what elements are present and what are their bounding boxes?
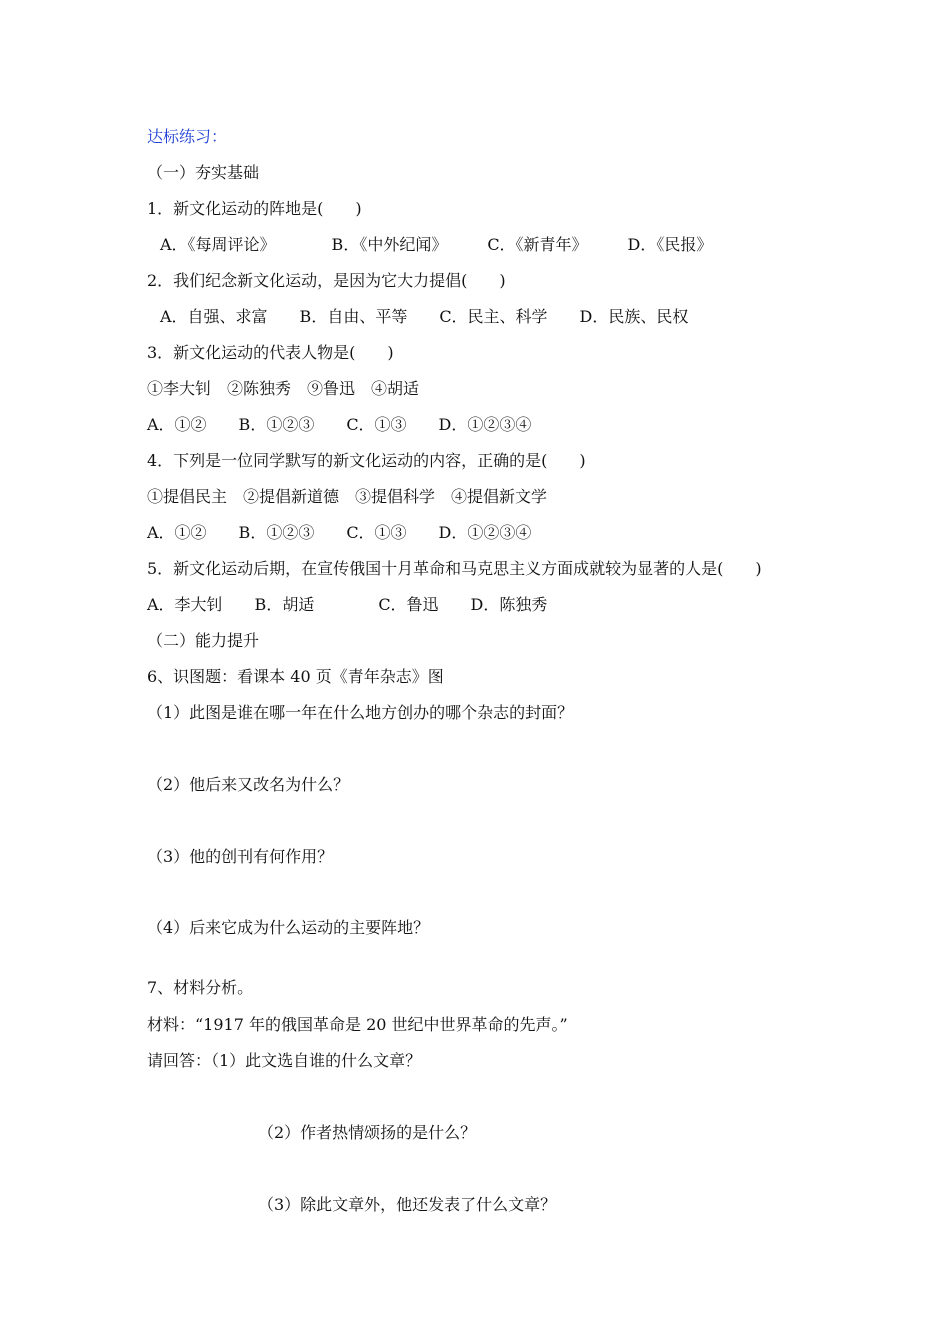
- question-2-options: A．自强、求富 B．自由、平等 C．民主、科学 D．民族、民权: [160, 307, 689, 326]
- section-ability: （二）能力提升: [147, 631, 260, 650]
- question-6-stem: 6、识图题：看课本 40 页《青年杂志》图: [147, 667, 444, 686]
- question-1-stem: 1．新文化运动的阵地是( ): [147, 199, 362, 218]
- question-5-options: A．李大钊 B．胡适 C．鲁迅 D．陈独秀: [147, 595, 548, 614]
- question-3-items: ①李大钊 ②陈独秀 ⑨鲁迅 ④胡适: [147, 379, 420, 398]
- question-6-sub-2: （2）他后来又改名为什么？: [147, 775, 350, 794]
- question-2-stem: 2．我们纪念新文化运动，是因为它大力提倡( ): [147, 271, 506, 290]
- question-3-stem: 3．新文化运动的代表人物是( ): [147, 343, 394, 362]
- question-7-sub-3: （3）除此文章外，他还发表了什么文章？: [258, 1195, 557, 1214]
- exercise-heading: 达标练习：: [147, 127, 228, 146]
- question-1-options: A．《每周评论》 B．《中外纪闻》 C．《新青年》 D．《民报》: [160, 235, 713, 254]
- question-4-items: ①提倡民主 ②提倡新道德 ③提倡科学 ④提倡新文学: [147, 487, 548, 506]
- section-basics: （一）夯实基础: [147, 163, 260, 182]
- question-3-options: A．①② B．①②③ C．①③ D．①②③④: [147, 415, 532, 434]
- question-6-sub-3: （3）他的创刊有何作用？: [147, 847, 334, 866]
- question-5-stem: 5．新文化运动后期，在宣传俄国十月革命和马克思主义方面成就较为显著的人是( ): [147, 559, 762, 578]
- question-7-sub-1: 请回答：（1）此文选自谁的什么文章？: [147, 1051, 422, 1070]
- question-6-sub-1: （1）此图是谁在哪一年在什么地方创办的哪个杂志的封面？: [147, 703, 574, 722]
- question-7-stem: 7、材料分析。: [147, 978, 254, 997]
- question-6-sub-4: （4）后来它成为什么运动的主要阵地？: [147, 918, 430, 937]
- question-4-options: A．①② B．①②③ C．①③ D．①②③④: [147, 523, 532, 542]
- question-7-material: 材料：“1917 年的俄国革命是 20 世纪中世界革命的先声。”: [147, 1015, 568, 1034]
- question-7-sub-2: （2）作者热情颂扬的是什么？: [258, 1123, 477, 1142]
- question-4-stem: 4．下列是一位同学默写的新文化运动的内容，正确的是( ): [147, 451, 586, 470]
